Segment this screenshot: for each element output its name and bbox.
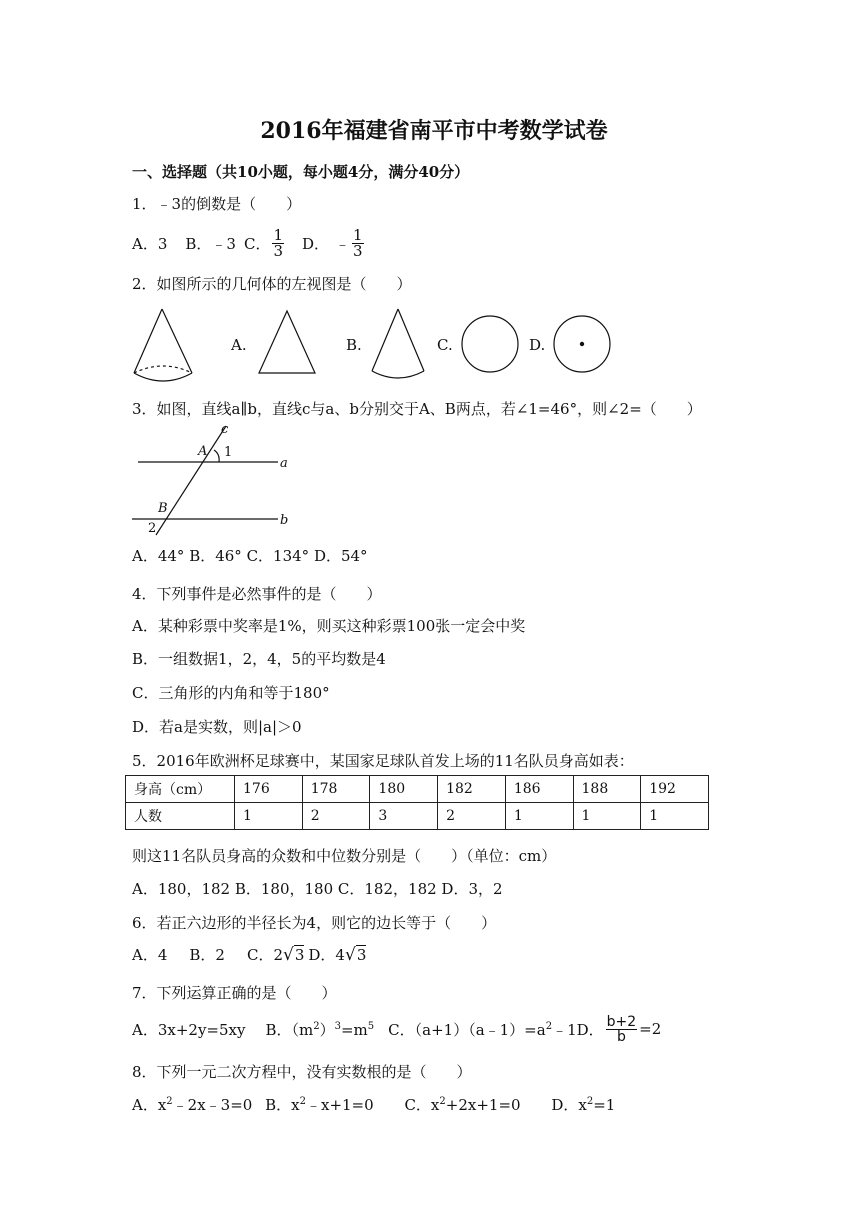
table-row (126, 776, 709, 803)
label-c: c (221, 422, 229, 437)
table-cell: 2 (438, 803, 506, 830)
option-d: D．若a是实数，则|a|＞0 (132, 718, 302, 736)
table-cell: 1 (505, 803, 573, 830)
table-cell: 2 (302, 803, 370, 830)
triangle-figure (259, 311, 315, 373)
table-row (126, 803, 709, 830)
label-a: a (280, 456, 288, 471)
table-cell: 192 (641, 776, 709, 803)
label-A: A (198, 444, 208, 459)
option-a: A．3 (132, 234, 168, 253)
table-cell: 188 (573, 776, 641, 803)
table-cell: 178 (302, 776, 370, 803)
question-5-options: A．180，182 B．180，180 C．182，182 D．3，2 (132, 880, 503, 898)
option-b: B．2 (189, 946, 225, 964)
question-7-stem: 7．下列运算正确的是（ ） (132, 984, 337, 1002)
question-3-options: A．44° B．46° C．134° D．54° (132, 547, 368, 565)
question-2-stem: 2．如图所示的几何体的左视图是（ ） (132, 275, 412, 293)
option-b: B．一组数据1，2，4，5的平均数是4 (132, 650, 386, 668)
sqrt-d: √3 (344, 944, 367, 965)
option-a: A．4 (132, 946, 168, 964)
table-cell: 1 (235, 803, 303, 830)
table-cell: 1 (641, 803, 709, 830)
parallel-lines-figure (128, 420, 298, 538)
height-table (125, 775, 709, 830)
option-c: C．$x^2+2x+1=0$ (404, 1096, 521, 1114)
option-b: B．$(m^2)^3=m^5$ (265, 1020, 375, 1039)
option-b: B．$x^2﹣x+1=0$ (265, 1096, 374, 1114)
question-4-stem: 4．下列事件是必然事件的是（ ） (132, 585, 382, 603)
circle-figure (462, 316, 518, 372)
option-c-label: C. (437, 336, 453, 354)
question-3-stem: 3．如图，直线a∥b，直线c与a、b分别交于A、B两点，若∠1=46°，则∠2=（ ） (132, 400, 702, 418)
option-a: A．$x^2﹣2x﹣3=0$ (132, 1096, 253, 1114)
section-heading: 一、选择题（共10小题，每小题4分，满分40分） (132, 163, 470, 181)
option-d: D． (576, 1020, 604, 1039)
table-cell: 1 (573, 803, 641, 830)
option-b: B．﹣3 (185, 234, 236, 253)
sqrt-c: √3 (283, 944, 305, 965)
table-cell: 176 (235, 776, 303, 803)
question-1-options (132, 222, 366, 264)
table-cell: 身高（cm） (126, 776, 235, 803)
table-cell: 186 (505, 776, 573, 803)
fraction-d: $\frac{1}{3}$ (353, 225, 363, 260)
negative-sign: ﹣ (335, 234, 351, 253)
question-5-stem: 5．2016年欧洲杯足球赛中，某国家足球队首发上场的11名队员身高如表： (132, 752, 634, 770)
option-d: D．$x^2=1$ (551, 1096, 616, 1114)
question-7-options (132, 1008, 661, 1050)
cone-solid-figure (134, 309, 192, 381)
label-angle-2: 2 (148, 521, 157, 536)
question-8-stem: 8．下列一元二次方程中，没有实数根的是（ ） (132, 1063, 472, 1081)
circle-with-center-figure (554, 316, 610, 372)
question-8-options (132, 1094, 615, 1115)
label-b: b (280, 513, 289, 528)
option-d: D． (302, 234, 330, 253)
option-a: A．某种彩票中奖率是1%，则买这种彩票100张一定会中奖 (132, 617, 526, 635)
fraction-c: $\frac{1}{3}$ (273, 225, 283, 260)
label-B: B (158, 501, 168, 516)
question-5-follow: 则这11名队员身高的众数和中位数分别是（ ）（单位：cm） (132, 847, 557, 865)
question-1-stem: 1．﹣3的倒数是（ ） (132, 195, 302, 213)
table-cell: 3 (370, 803, 438, 830)
equals-two: =2 (639, 1020, 662, 1038)
option-a-label: A. (231, 336, 247, 354)
table-cell: 182 (438, 776, 506, 803)
label-angle-1: 1 (224, 445, 233, 460)
cone-outline-figure (372, 309, 424, 378)
table-cell: 人数 (126, 803, 235, 830)
option-d: D．4 (308, 946, 345, 964)
table-cell: 180 (370, 776, 438, 803)
option-c: C．$(a+1)(a﹣1)=a^2﹣1$ (388, 1020, 577, 1039)
option-d-label: D. (529, 336, 546, 354)
page-title: 2016年福建省南平市中考数学试卷 (260, 118, 608, 144)
question-6-options (132, 944, 366, 965)
option-c: C．2 (246, 946, 283, 964)
option-b-label: B. (346, 336, 362, 354)
option-c: C． (243, 234, 271, 253)
question-2-figures (128, 305, 628, 385)
option-a: A．3x+2y=5xy (132, 1020, 246, 1039)
fraction-d: $\frac{b+2}{b}$ (606, 1013, 637, 1045)
question-6-stem: 6．若正六边形的半径长为4，则它的边长等于（ ） (132, 914, 497, 932)
option-c: C．三角形的内角和等于180° (132, 684, 330, 702)
